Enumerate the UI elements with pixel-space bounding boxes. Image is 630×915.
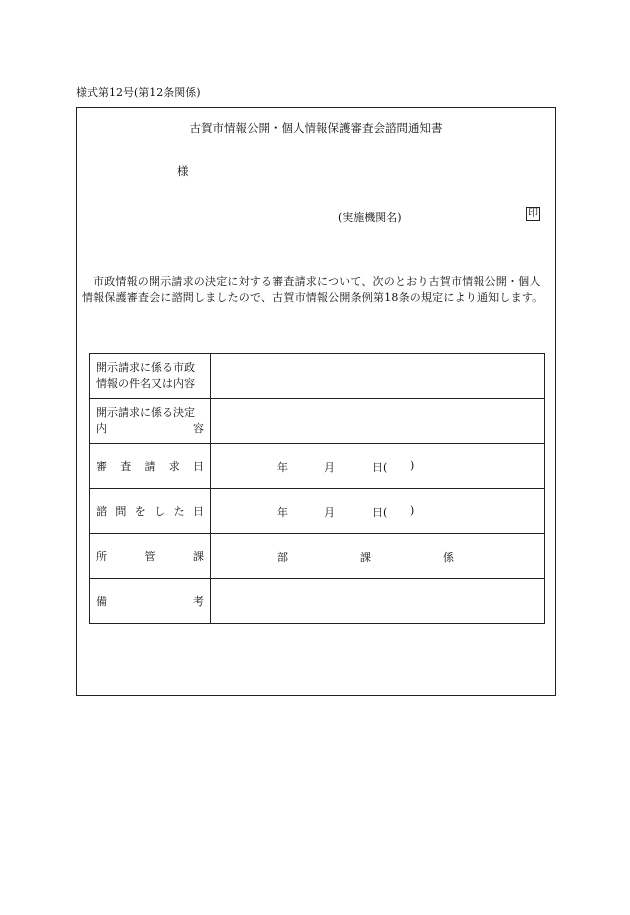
notice-details-table bbox=[89, 353, 545, 624]
request-date-label bbox=[90, 444, 211, 489]
decision-label bbox=[90, 399, 211, 444]
subject-label-line2: 情報の件名又は内容 bbox=[96, 377, 195, 390]
department-label-char: 課 bbox=[193, 550, 204, 563]
remarks-label bbox=[90, 579, 211, 624]
ka-suffix: 課 bbox=[360, 551, 371, 564]
subject-value[interactable] bbox=[211, 354, 545, 399]
remarks-label-char: 考 bbox=[193, 595, 204, 608]
department-label-char: 所 bbox=[96, 550, 107, 563]
request-date-label-char: 請 bbox=[144, 460, 156, 473]
consult-date-value[interactable] bbox=[211, 489, 545, 534]
remarks-label-char: 備 bbox=[96, 595, 107, 608]
subject-label bbox=[90, 354, 211, 399]
notice-body-text: 市政情報の開示請求の決定に対する審査請求について、次のとおり古賀市情報公開・個人情報保護審査会に諮問しましたので、古賀市情報公開条例第18条の規定により通知します。 bbox=[82, 275, 544, 304]
subject-label-line1: 開示請求に係る市政 bbox=[96, 361, 195, 374]
request-date-label-char: 査 bbox=[120, 460, 132, 473]
day-suffix: 日( bbox=[372, 461, 388, 474]
consult-date-label-char: 諮 bbox=[96, 505, 107, 518]
seal-mark: 印 bbox=[528, 208, 538, 219]
request-date-label-char: 求 bbox=[168, 460, 180, 473]
month-suffix: 月 bbox=[324, 461, 335, 474]
decision-label-line2-right: 容 bbox=[193, 422, 204, 435]
consult-date-label-char: 日 bbox=[192, 505, 204, 518]
form-number: 様式第12号(第12条関係) bbox=[76, 86, 201, 99]
consult-date-label-char: 問 bbox=[115, 505, 127, 518]
request-date-value[interactable] bbox=[211, 444, 545, 489]
weekday-close: ) bbox=[410, 459, 415, 472]
department-label bbox=[90, 534, 211, 579]
weekday-close: ) bbox=[410, 504, 415, 517]
month-suffix: 月 bbox=[324, 506, 335, 519]
decision-label-line1: 開示請求に係る決定 bbox=[96, 406, 195, 419]
decision-row bbox=[90, 399, 545, 444]
consult-date-label-char: し bbox=[154, 505, 166, 518]
remarks-value[interactable] bbox=[211, 579, 545, 624]
request-date-row bbox=[90, 444, 545, 489]
department-label-char: 管 bbox=[144, 550, 156, 563]
year-suffix: 年 bbox=[277, 506, 288, 519]
decision-value[interactable] bbox=[211, 399, 545, 444]
subject-row bbox=[90, 354, 545, 399]
department-row bbox=[90, 534, 545, 579]
notice-frame bbox=[76, 107, 556, 696]
kakari-suffix: 係 bbox=[443, 551, 454, 564]
decision-label-line2-left: 内 bbox=[96, 422, 107, 435]
bu-suffix: 部 bbox=[277, 551, 288, 564]
agency-name-label: (実施機関名) bbox=[338, 211, 402, 224]
consult-date-label bbox=[90, 489, 211, 534]
request-date-label-char: 日 bbox=[193, 460, 204, 473]
year-suffix: 年 bbox=[277, 461, 288, 474]
request-date-label-char: 審 bbox=[96, 460, 107, 473]
consult-date-label-char: を bbox=[134, 505, 146, 518]
remarks-row bbox=[90, 579, 545, 624]
department-value[interactable] bbox=[211, 534, 545, 579]
consult-date-label-char: た bbox=[173, 505, 185, 518]
day-suffix: 日( bbox=[372, 506, 388, 519]
consult-date-row bbox=[90, 489, 545, 534]
document-title: 古賀市情報公開・個人情報保護審査会諮問通知書 bbox=[189, 121, 443, 135]
addressee-suffix: 様 bbox=[177, 164, 189, 178]
